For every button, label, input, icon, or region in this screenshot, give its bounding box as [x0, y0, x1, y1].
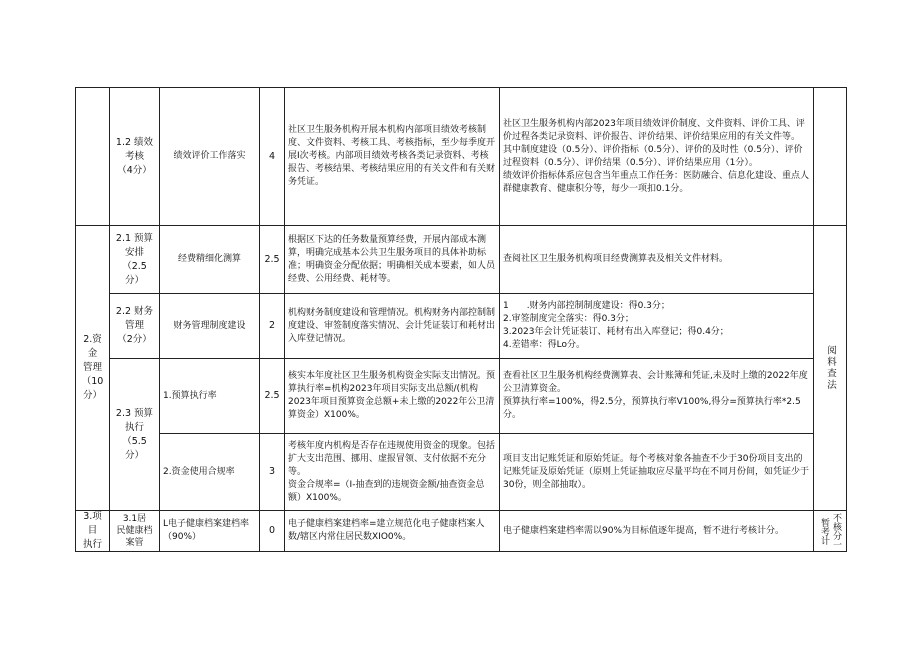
category-cell-empty [75, 87, 110, 226]
assessment-method-cell: 电子健康档案建档率需以90%为目标值逐年提高，暂不进行考核计分。 [499, 510, 814, 552]
remark-text-2: 不核分一 [831, 513, 841, 549]
score-cell: 2.5 [259, 358, 285, 434]
subcategory-cell: 2.2 财务 管理 （2分） [109, 293, 160, 359]
item-cell: 2.资金使用合规率 [159, 433, 260, 511]
remark-text: 阅料查法 [825, 345, 836, 391]
assessment-method-cell: 项目支出记账凭证和原始凭证。每个考核对象各抽查不少于30份项目支出的记账凭证及原始凭证（原则上凭证抽取应尽量平均在不同月份间，如凭证少于30份，则全部抽取）。 [499, 433, 814, 511]
subcategory-cell: 1.2 绩效 考核 （4分） [109, 87, 160, 226]
subcategory-cell: 3.1居 民健康档 案管 [109, 510, 160, 552]
assessment-content-cell: 考核年度内机构是否存在违规使用资金的现象。包括扩大支出范围、挪用、虚报冒领、支付依据不充分等。 资金合规率=（I-抽查到的违规资金额/抽查资金总额）X100%。 [284, 433, 500, 511]
score-cell: 4 [259, 87, 285, 226]
score-cell: 0 [259, 510, 285, 552]
category-cell: 3.项目 执行 [75, 510, 110, 552]
item-cell: 1.预算执行率 [159, 358, 260, 434]
category-cell: 2.资金 管理 （10 分） [75, 225, 110, 511]
assessment-content-cell: 根据区下达的任务数量预算经费，开展内部成本测算，明确完成基本公共卫生服务项目的具体补助标准；明确资金分配依据；明确相关成本要素，如人员经费、公用经费、耗材等。 [284, 225, 500, 294]
remark-cell [813, 225, 847, 511]
item-cell: 绩效评价工作落实 [159, 87, 260, 226]
score-cell: 3 [259, 433, 285, 511]
assessment-method-cell: 查看社区卫生服务机构经费测算表、会计账簿和凭证,未及时上缴的2022年度公卫清算资金。 预算执行率=100%，得2.5分，预算执行率V100%,得分=预算执行率*2.5分。 [499, 358, 814, 434]
item-cell: L电子健康档案建档率（90%） [159, 510, 260, 552]
remark-cell [813, 510, 847, 552]
subcategory-cell: 2.3 预算 执行 （5.5 分） [109, 358, 160, 511]
item-cell: 财务管理制度建设 [159, 293, 260, 359]
score-cell: 2.5 [259, 225, 285, 294]
remark-cell-empty [813, 87, 847, 226]
assessment-method-cell: 社区卫生服务机构内部2023年项目绩效评价制度、文件资料、评价工具、评价过程各类记录资料、评价报告、评价结果、评价结果应用的有关文件等。 其中制度建设（0.5分）、评价指标（0.5分）、评价的及时性（0.5分）、评价过程资料（0.5分）、评价结果（0.5分）、评价结果应用（1分）。 绩效评价指标体系应包含当年重点工作任务：医防融合、信息化建设、重点人群健康教育、健康积分等，每少一项扣0.1分。 [499, 87, 814, 226]
assessment-method-cell: 查阅社区卫生服务机构项目经费测算表及相关文件材料。 [499, 225, 814, 294]
assessment-table [75, 87, 847, 552]
assessment-content-cell: 核实本年度社区卫生服务机构资金实际支出情况。预算执行率=机构2023年项目实际支出总额/(机构2023年项目预算资金总额+未上缴的2022年公卫清算资金）X100%。 [284, 358, 500, 434]
assessment-content-cell: 电子健康档案建档率=建立规范化电子健康档案人数/辖区内常住居民数XIO0%。 [284, 510, 500, 552]
remark-text: 暂考计 [819, 517, 829, 545]
score-cell: 2 [259, 293, 285, 359]
assessment-content-cell: 机构财务制度建设和管理情况。机构财务内部控制制度建设、审签制度落实情况、会计凭证装订和耗材出入库登记情况。 [284, 293, 500, 359]
item-cell: 经费精细化测算 [159, 225, 260, 294]
assessment-method-cell: 1 .财务内部控制制度建设：得0.3分； 2.审签制度完全落实：得0.3分； 3.2023年会计凭证装订、耗材有出入库登记；得0.4分； 4.差错率：得Lo分。 [499, 293, 814, 359]
subcategory-cell: 2.1 预算 安排（2.5 分） [109, 225, 160, 294]
assessment-content-cell: 社区卫生服务机构开展本机构内部项目绩效考核制度、文件资料、考核工具、考核指标，至少每季度开展Ⅰ次考核。内部项目绩效考核各类记录资料、考核报告、考核结果、考核结果应用的有关文件和有关财务凭证。 [284, 87, 500, 226]
